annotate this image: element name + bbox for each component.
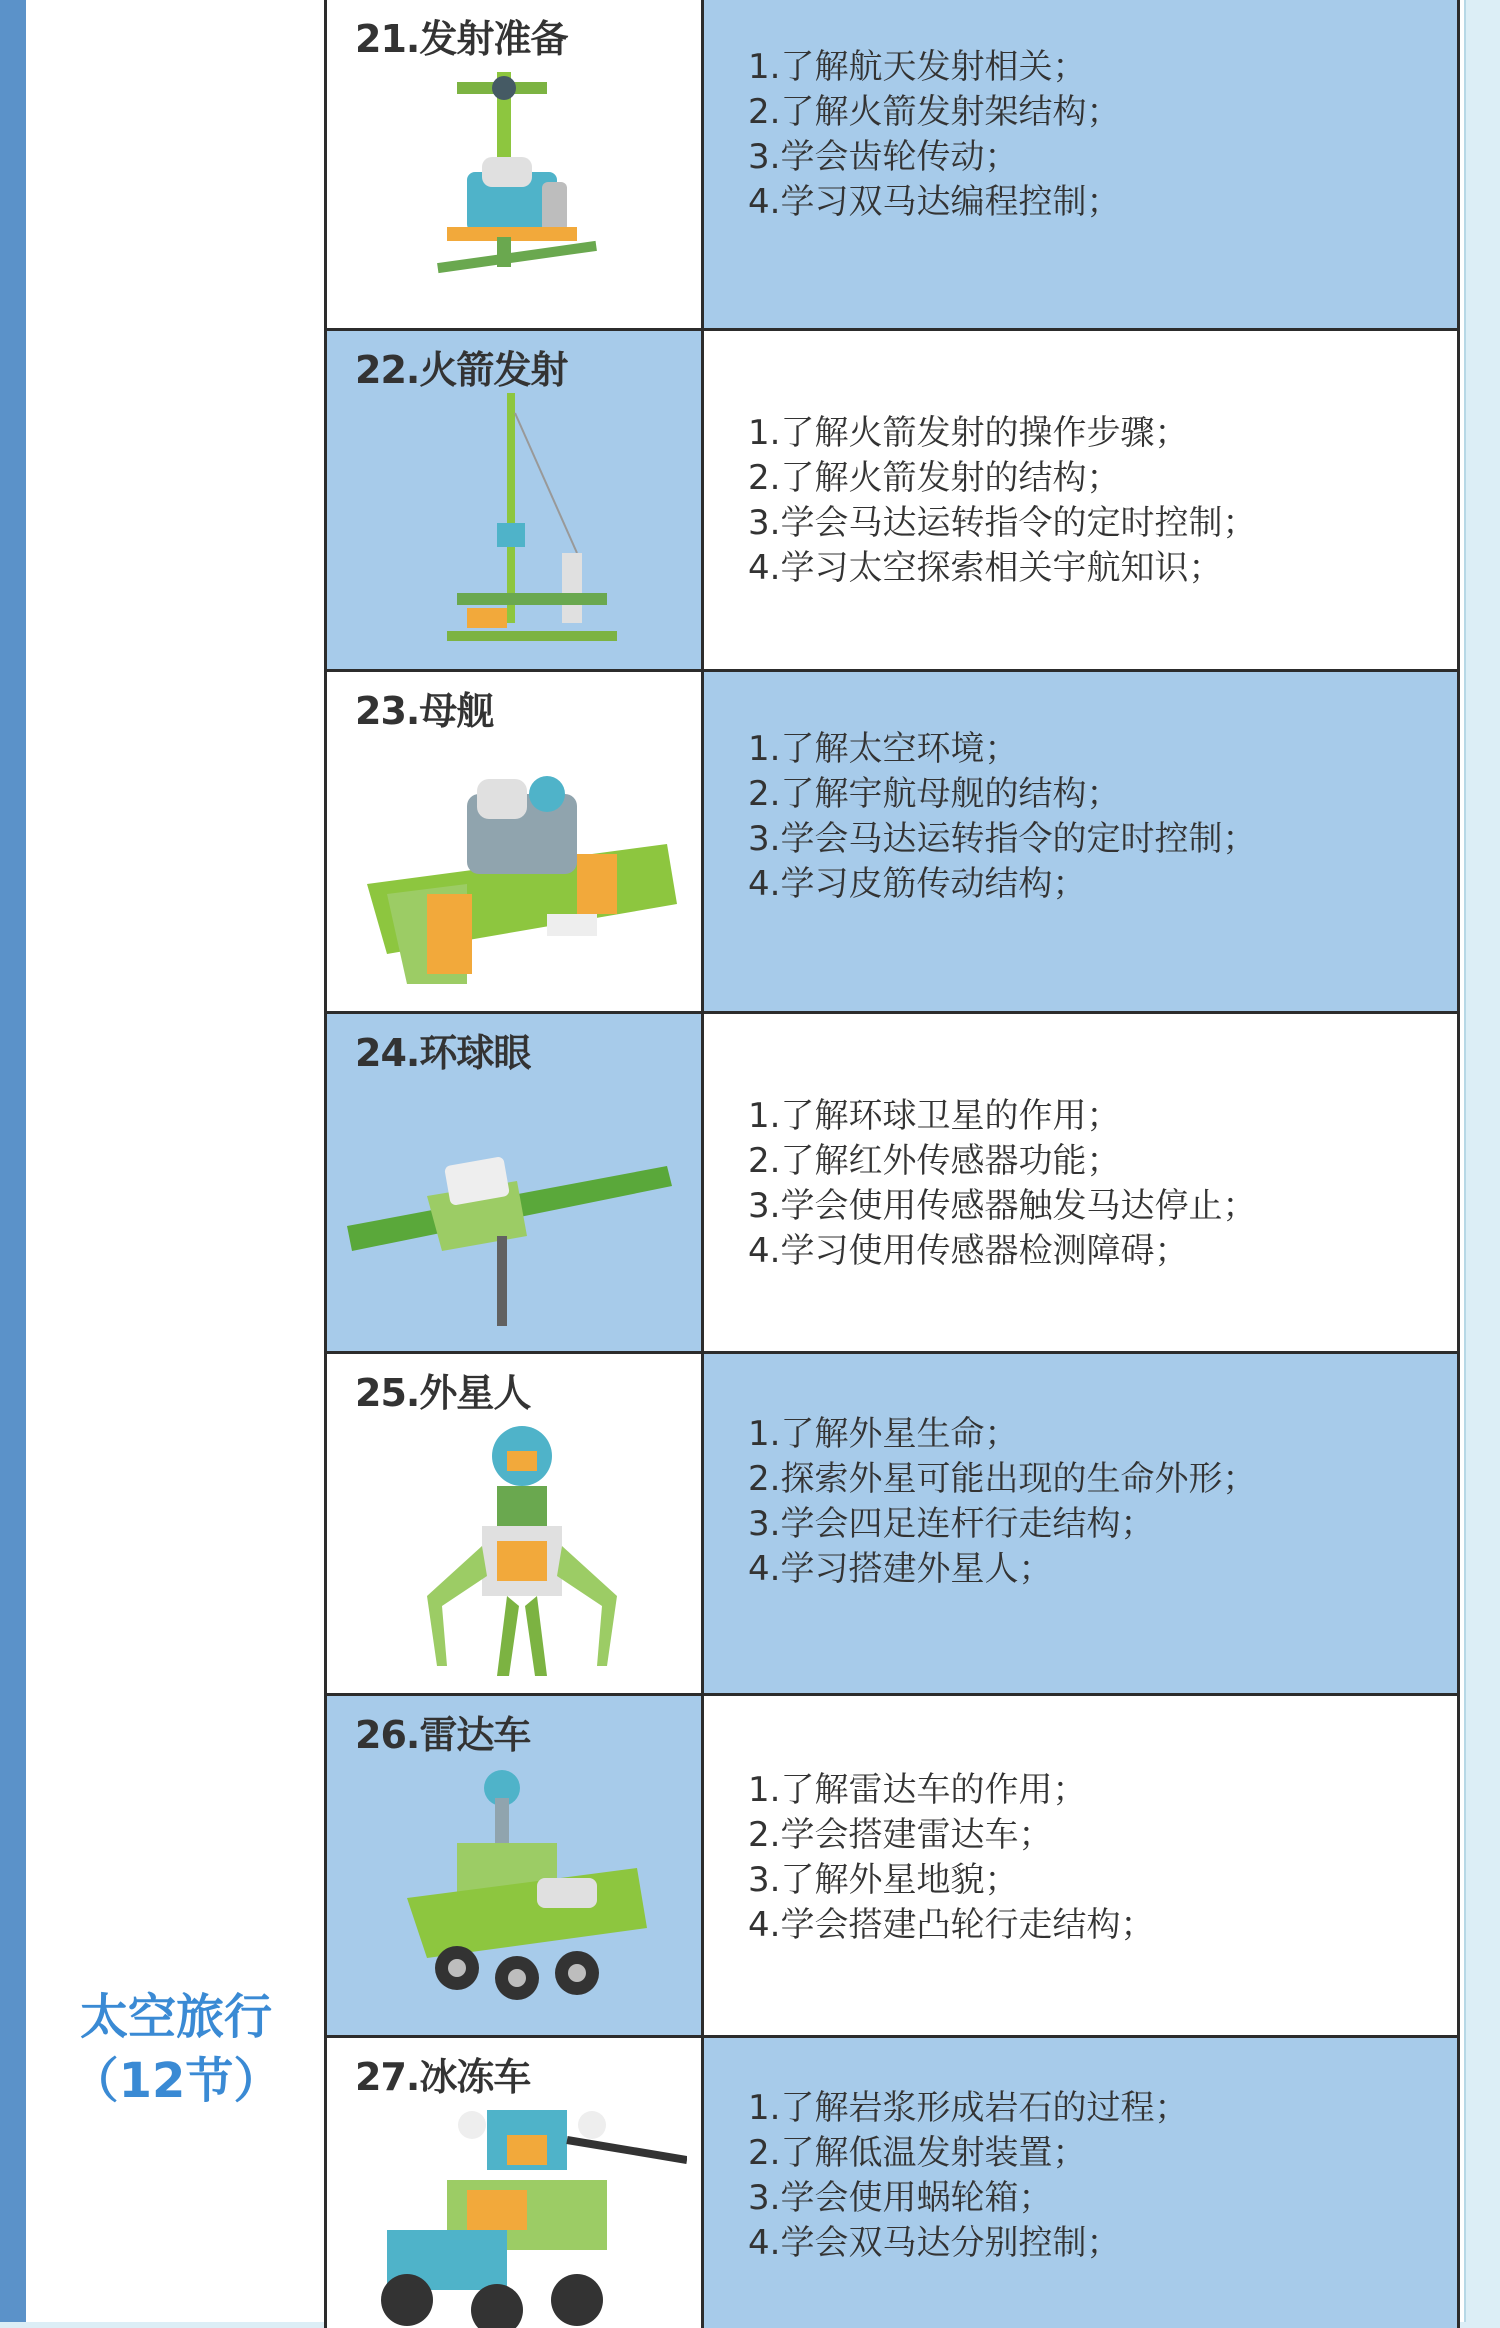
goal-list: [748, 45, 1120, 225]
goal-list: [748, 727, 1256, 907]
goal-list: [748, 1094, 1256, 1274]
goal-item: 1.了解岩浆形成岩石的过程；: [748, 2088, 1189, 2128]
rocket-launcher-model-image: [347, 393, 687, 653]
lesson-title: 21.发射准备: [355, 17, 568, 61]
lesson-row-21: [324, 0, 1460, 331]
lesson-title: 26.雷达车: [355, 1713, 531, 1757]
lesson-image-cell: [324, 672, 704, 1011]
satellite-eye-model-image: [347, 1076, 687, 1336]
lesson-image-cell: [324, 2038, 704, 2328]
goal-item: 1.了解雷达车的作用；: [748, 1770, 1087, 1810]
goal-item: 3.学会齿轮传动；: [748, 137, 1019, 177]
radar-vehicle-model-image: [347, 1758, 687, 2028]
goal-item: 4.学习太空探索相关宇航知识；: [748, 548, 1223, 588]
goal-item: 2.学会搭建雷达车；: [748, 1815, 1053, 1855]
mothership-model-image: [347, 734, 687, 994]
lesson-title: 27.冰冻车: [355, 2055, 531, 2099]
launch-tower-model-image: [347, 62, 687, 302]
goal-item: 3.学会马达运转指令的定时控制；: [748, 819, 1257, 859]
goal-item: 3.了解外星地貌；: [748, 1860, 1019, 1900]
lesson-title: 25.外星人: [355, 1371, 531, 1415]
goal-item: 4.学习搭建外星人；: [748, 1549, 1053, 1589]
alien-robot-model-image: [347, 1416, 687, 1686]
goal-item: 3.学会使用蜗轮箱；: [748, 2178, 1053, 2218]
goal-list: [748, 411, 1256, 591]
lesson-table: [324, 0, 1460, 2322]
goal-item: 4.学习使用传感器检测障碍；: [748, 1231, 1189, 1271]
lesson-goals-cell: [704, 1354, 1460, 1693]
goal-item: 1.了解太空环境；: [748, 729, 1019, 769]
goal-item: 4.学会双马达分别控制；: [748, 2223, 1121, 2263]
right-accent-bar: [1464, 0, 1500, 2322]
lesson-goals-cell: [704, 1696, 1460, 2035]
goal-item: 2.了解低温发射装置；: [748, 2133, 1087, 2173]
lesson-title: 22.火箭发射: [355, 348, 568, 392]
left-accent-bar: [0, 0, 26, 2322]
freeze-vehicle-model-image: [347, 2100, 687, 2328]
category-name: 太空旅行: [79, 1989, 272, 2045]
goal-list: [748, 1412, 1256, 1592]
lesson-goals-cell: [704, 672, 1460, 1011]
goal-item: 4.学习双马达编程控制；: [748, 182, 1121, 222]
goal-item: 4.学习皮筋传动结构；: [748, 864, 1087, 904]
goal-item: 1.了解外星生命；: [748, 1414, 1019, 1454]
goal-item: 1.了解环球卫星的作用；: [748, 1096, 1121, 1136]
goal-item: 4.学会搭建凸轮行走结构；: [748, 1905, 1155, 1945]
goal-item: 1.了解火箭发射的操作步骤；: [748, 413, 1189, 453]
goal-item: 2.了解火箭发射的结构；: [748, 458, 1121, 498]
category-label: [26, 1985, 326, 2113]
goal-item: 3.学会马达运转指令的定时控制；: [748, 503, 1257, 543]
lesson-row-27: [324, 2038, 1460, 2328]
lesson-goals-cell: [704, 1014, 1460, 1351]
lesson-image-cell: [324, 1354, 704, 1693]
category-count: （12节）: [70, 2053, 282, 2109]
goal-item: 2.了解火箭发射架结构；: [748, 92, 1121, 132]
lesson-title: 23.母舰: [355, 689, 494, 733]
goal-item: 3.学会使用传感器触发马达停止；: [748, 1186, 1257, 1226]
goal-item: 2.了解红外传感器功能；: [748, 1141, 1121, 1181]
lesson-goals-cell: [704, 331, 1460, 669]
lesson-goals-cell: [704, 0, 1460, 328]
lesson-row-23: [324, 672, 1460, 1014]
lesson-image-cell: [324, 1696, 704, 2035]
goal-item: 3.学会四足连杆行走结构；: [748, 1504, 1155, 1544]
lesson-row-25: [324, 1354, 1460, 1696]
goal-item: 2.探索外星可能出现的生命外形；: [748, 1459, 1257, 1499]
goal-item: 1.了解航天发射相关；: [748, 47, 1087, 87]
lesson-image-cell: [324, 0, 704, 328]
goal-list: [748, 2086, 1188, 2266]
lesson-title: 24.环球眼: [355, 1031, 531, 1075]
lesson-image-cell: [324, 331, 704, 669]
goal-list: [748, 1768, 1154, 1948]
lesson-image-cell: [324, 1014, 704, 1351]
lesson-goals-cell: [704, 2038, 1460, 2328]
lesson-row-24: [324, 1014, 1460, 1354]
lesson-row-22: [324, 331, 1460, 672]
goal-item: 2.了解宇航母舰的结构；: [748, 774, 1121, 814]
lesson-row-26: [324, 1696, 1460, 2038]
